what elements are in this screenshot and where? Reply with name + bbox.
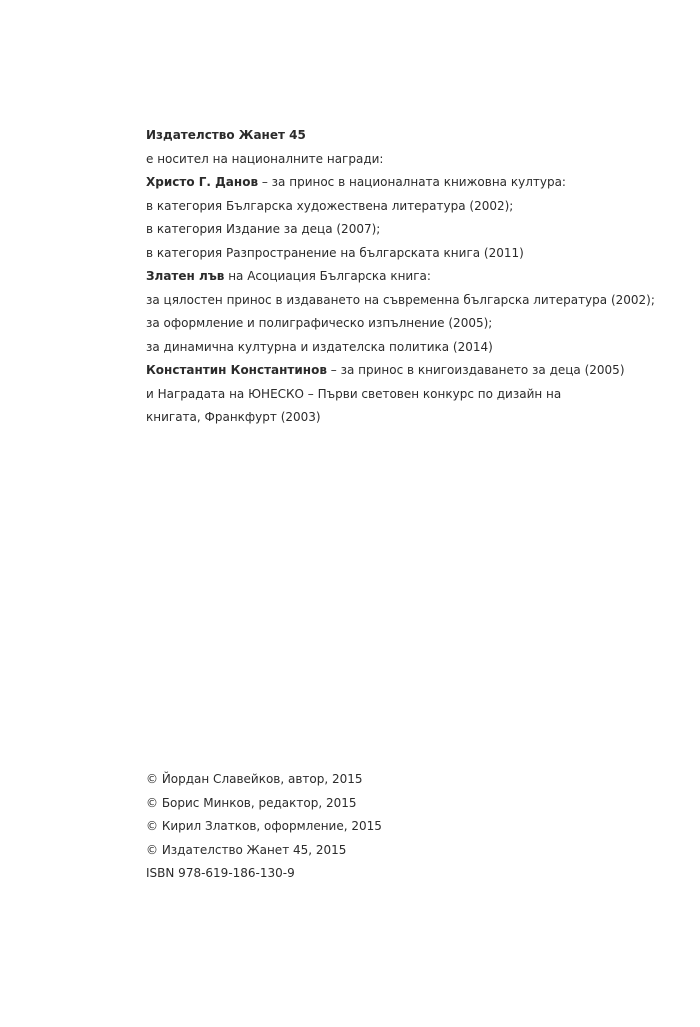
copyright-design: © Кирил Златков, оформление, 2015 <box>146 819 382 833</box>
danov-category-3: в категория Разпространение на българската книга (2011) <box>146 245 524 260</box>
copyright-editor: © Борис Минков, редактор, 2015 <box>146 795 357 810</box>
award-golden-lion-text: на Асоциация Българска книга: <box>224 269 431 283</box>
lion-item-1: за цялостен принос в издаването на съвременна българска литература (2002); <box>146 292 655 307</box>
copyright-section <box>146 768 686 886</box>
lion-item-2: за оформление и полиграфическо изпълнение (2005); <box>146 316 493 330</box>
publisher-heading: Издателство Жанет 45 <box>146 128 306 142</box>
award-golden-lion-name: Златен лъв <box>146 269 225 283</box>
unesco-line-1: и Наградата на ЮНЕСКО – Първи световен конкурс по дизайн на <box>146 386 562 401</box>
award-konstantinov <box>146 359 686 383</box>
danov-category-1: в категория Българска художествена литература (2002); <box>146 198 514 213</box>
isbn: ISBN 978-619-186-130-9 <box>146 866 295 880</box>
lion-item-3: за динамична културна и издателска политика (2014) <box>146 339 493 354</box>
award-golden-lion <box>146 265 686 289</box>
awards-section <box>146 124 686 430</box>
award-danov-name: Христо Г. Данов <box>146 175 259 189</box>
award-danov <box>146 171 686 195</box>
unesco-line-2: книгата, Франкфурт (2003) <box>146 410 321 424</box>
award-konstantinov-name: Константин Константинов <box>146 363 327 377</box>
copyright-author: © Йордан Славейков, автор, 2015 <box>146 772 363 786</box>
danov-category-2: в категория Издание за деца (2007); <box>146 222 381 236</box>
awards-intro: е носител на националните награди: <box>146 151 384 166</box>
award-konstantinov-text: – за принос в книгоиздаването за деца (2005) <box>326 363 625 377</box>
copyright-publisher: © Издателство Жанет 45, 2015 <box>146 842 347 857</box>
award-danov-text: – за принос в националната книжовна култура: <box>258 175 566 189</box>
